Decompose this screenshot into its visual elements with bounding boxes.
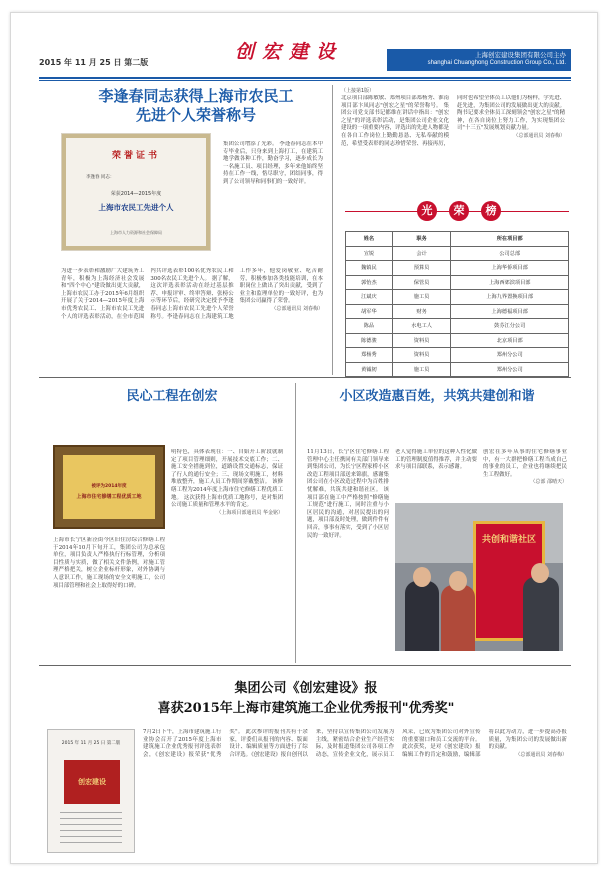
newspaper-page — [10, 12, 598, 864]
cell-name: 郭怡杰 — [346, 275, 393, 290]
cover-masthead: 创宏建设 — [64, 760, 120, 804]
cover-text-line — [60, 830, 122, 831]
table-row — [346, 319, 569, 334]
newspaper-logo: 创宏建设 — [235, 41, 344, 63]
article2-column2 — [171, 449, 283, 657]
certificate-name: 李逢春 同志： — [86, 175, 115, 180]
person-figure — [523, 577, 559, 651]
cell-name: 陈德骏 — [346, 333, 393, 348]
article3-column2: 老人觉得施工单位的这种人性化做工的管理制度值得推荐，并主动要求与项目部联系，表示感谢。 — [395, 449, 477, 471]
quality-plaque-image — [53, 445, 165, 529]
article2-column2-text: 明特色，具体表现在：一、自始开工阶段就制定了项目管理细则，开展技术交底工作；二、施工安全措施到位，道路设置交通标志，保证了行人的通行安全；三、现场文明施工，材料堆放整齐，施工人员工作期间穿戴整洁。 该修缮工程为2014年度上海市住宅修缮工程优质工地。 这次获得上海市优质工地称号，是对集团公司施工质量和管理水平的肯定。 — [171, 449, 283, 509]
certificate-period: 荣获2014—2015年度 — [110, 191, 162, 197]
cell-position: 财务 — [392, 304, 451, 319]
article3-column1: 11月13日，长宁区住宅修缮工程管理中心主任携同有关部门领导来到集团公司，为长宁区程家桥小区改造工程项目部送来锦旗，感谢集团公司在小区改造过程中为百姓排忧解难，共筑共建和谐社区。 该项目部在施工中严格按照"修缮施工规范"进行施工，同时注重与小区居民的沟通，对居民提出的问题，项目部及时处理，做到件件有回音，事事有落实，受到了小区居民的一致好评。 — [307, 449, 389, 539]
newspaper-cover-image — [47, 729, 135, 853]
cell-position: 施工员 — [392, 290, 451, 305]
article3-column3 — [483, 449, 567, 495]
article1-body — [61, 268, 323, 364]
cell-position: 保管员 — [392, 275, 451, 290]
publisher-cn: 上海创宏建设集团有限公司主办 — [475, 51, 566, 59]
column-divider — [295, 383, 296, 663]
cell-project: 郑州分公司 — [451, 362, 569, 377]
cell-position: 施工员 — [392, 362, 451, 377]
cell-project: 上海九界置换项目部 — [451, 290, 569, 305]
table-row — [346, 333, 569, 348]
column-header-name: 姓名 — [346, 232, 393, 247]
article1-side-text: 集团公司增添了光彩。 李逢春同志在本中专毕业后，只身来到上海打工，在建筑工地学做各种工作，勤奋学习，逐步成长为一名施工员、项目经理，多年来他始终坚持在工作一线，恪尽职守，团结同事，得到了公司领导和同事们的一致好评。 — [223, 141, 323, 185]
cover-text-line — [60, 812, 122, 813]
article1-headline — [71, 87, 321, 125]
honor-roll-table — [345, 231, 569, 377]
cover-text-line — [60, 836, 122, 837]
article4-body-text: 7月2日下午，上海市建筑施工行业协会召开了2015年度上海市建筑施工企业优秀报刊评选表彰会，《创宏建设》报荣获"优秀奖"。 此次参评的报刊共有十余家，评委们从报刊的内容、版面设计、编辑质量等方面进行了综合评选。《创宏建设》报自创刊以来，坚持以宣传集团公司发展为主线，紧密结合企业生产经营实际，及时报道集团公司各项工作动态，宣传企业文化，展示员工风采，已成为集团公司对外宣传的重要窗口和员工交流的平台。 此次获奖，是对《创宏建设》报编辑工作的肯定和鼓励，编辑部将以此为动力，进一步提高办报质量，为集团公司的发展做出新的贡献。 — [143, 729, 567, 758]
masthead — [39, 31, 571, 77]
publisher-box — [387, 49, 571, 71]
cell-name: 胡军华 — [346, 304, 393, 319]
article1-byline: （总部通讯员 刘春梅） — [271, 305, 323, 312]
cell-name: 陈品 — [346, 319, 393, 334]
article2-headline: 民心工程在创宏 — [126, 389, 218, 404]
right-column-body — [341, 95, 565, 183]
column-header-position: 职务 — [392, 232, 451, 247]
article1-body-text: 为进一步表彰和激励广大建筑务工青年，积极为上海经济社会发展和"四个中心"建设做出更大贡献，上海市农民工办于2015年6月组织开展了关于2014—2015年度上海市优秀农民工、上海市农民工先进个人的评选表彰活动，在全市范围内共评选表彰100名优秀农民工和300名农民工先进个人。 据了解，这次评选表彰活动在经过基层推荐、申报评审、终审答辩、张榜公示等环节后，经研究决定授予李逢春同志上海市农民工先进个人荣誉称号。李逢春同志在上海建筑工地工作多年，他爱岗敬业、吃苦耐劳，积极参加各类技能培训，在本职岗位上做出了突出贡献，受到了业主和监理单位的一致好评，也为集团公司赢得了荣誉。 — [61, 268, 323, 320]
table-row — [346, 275, 569, 290]
certificate-award: 上海市农民工先进个人 — [98, 203, 174, 212]
right-column-body-text: 北京项目部陈敏敏、郑州项目部郑杨秀、淮南项目部卞凤同志"创宏之星"的荣誉称号。 集团公司党支部书记都维在讲话中指出："创宏之星"的评选表彰活动，是集团公司企业文化建设的一项重要内容，评选出的先进人物都是在各自工作岗位上勤勤恳恳、无私奉献的模范，希望受表彰的同志珍惜荣誉、再接再厉，同时也希望全体员工以他们为榜样，学先进、赶先进，为集团公司的发展做出更大的贡献。 陶书记要求全体员工深刻领会"创宏之星"的精神，在各自岗位上努力工作，为实现集团公司"十三五"发展规划贡献力量。 — [341, 95, 565, 147]
honor-certificate-image — [61, 133, 211, 251]
article4-headline-line2: 喜获2015年上海市建筑施工企业优秀报刊"优秀奖" — [157, 701, 455, 716]
honor-seal-1: 光 — [417, 201, 437, 221]
person-head — [449, 571, 467, 591]
article4-byline: （总部通讯员 刘春梅） — [515, 751, 567, 758]
table-row — [346, 261, 569, 276]
person-head — [413, 567, 431, 587]
certificate-issuer: 上海市人力资源和社会保障局 — [110, 230, 162, 235]
table-row — [346, 304, 569, 319]
banner-presentation-photo — [395, 503, 563, 651]
section-divider — [39, 377, 571, 378]
column-header-project: 所在项目部 — [451, 232, 569, 247]
certificate-heading: 荣誉证书 — [111, 151, 160, 161]
continued-tag: （上接第1版） — [341, 88, 375, 94]
plaque-line2: 上海市住宅修缮工程优质工地 — [76, 494, 142, 500]
cover-text-line — [60, 818, 122, 819]
cell-name: 黄铖韧 — [346, 362, 393, 377]
cell-position: 资料员 — [392, 333, 451, 348]
cell-project: 鼓芬江分公司 — [451, 319, 569, 334]
section-divider — [39, 665, 571, 666]
article1-headline-line2: 先进个人荣誉称号 — [135, 106, 256, 124]
cell-position: 资料员 — [392, 348, 451, 363]
cell-project: 郑州分公司 — [451, 348, 569, 363]
right-column-byline: （总部通讯员 刘春梅） — [513, 132, 565, 139]
table-row — [346, 348, 569, 363]
honor-seal-3: 榜 — [481, 201, 501, 221]
cell-project: 上海华侨项目部 — [451, 261, 569, 276]
header-rule — [39, 77, 571, 79]
cover-text-line — [60, 824, 122, 825]
article1-headline-line1: 李逢春同志获得上海市农民工 — [98, 87, 294, 105]
plaque-face — [63, 455, 155, 519]
banner-text: 共创和谐社区 — [481, 535, 536, 545]
cell-name: 郑杨秀 — [346, 348, 393, 363]
article4-body — [143, 729, 567, 853]
article2-column1: 上海市长宁区新泾街今区旧住房综合修缮工程于2014年10月下旬开工，集团公司为总承包单位，项目负责人严格执行行标管理，分析项目性质与实质，做了相关文件条例，对施工管理严格把关，树立企业标杆形象，对外协调与人意识工作，施工现场的安全文明施工，公司项目部管理和社会上取得好的口碑。 — [53, 537, 165, 589]
cell-position: 水电工人 — [392, 319, 451, 334]
cell-position: 会计 — [392, 246, 451, 261]
honor-seal-2: 荣 — [449, 201, 469, 221]
honor-roll-heading — [417, 201, 501, 223]
person-figure — [405, 581, 439, 651]
table-row — [346, 290, 569, 305]
table-row — [346, 362, 569, 377]
article3-byline: （总部 邵晴天） — [530, 479, 567, 486]
article3-column3-text: 创宏在多年从事的住宅修缮事业中，有一大群把修缮工程当成自己的事业的员工，企业也将继续把民生工程做好。 — [483, 449, 567, 478]
table-header-row — [346, 232, 569, 247]
cell-position: 预算员 — [392, 261, 451, 276]
cover-text-line — [60, 842, 122, 843]
article2-byline: （上海项目部通讯员 华金铭） — [216, 509, 283, 516]
cell-name: 江斌庆 — [346, 290, 393, 305]
cell-name: 宣锐 — [346, 246, 393, 261]
table-row — [346, 246, 569, 261]
plaque-line1: 被评为2014年度 — [91, 484, 127, 489]
header-rule-thin — [39, 80, 571, 81]
column-divider — [332, 85, 333, 375]
cell-name: 魏镇民 — [346, 261, 393, 276]
article4-headline-line1: 集团公司《创宏建设》报 — [234, 681, 378, 696]
issue-date: 2015 年 11 月 25 日 第二版 — [39, 58, 149, 67]
cell-project: 上海西郊滨项目部 — [451, 275, 569, 290]
cover-date: 2015 年 11 月 25 日 第二版 — [61, 741, 121, 746]
article3-headline: 小区改造惠百姓，共筑共建创和谐 — [339, 389, 535, 404]
cell-project: 北京项目部 — [451, 333, 569, 348]
person-head — [531, 563, 549, 583]
cell-project: 公司总部 — [451, 246, 569, 261]
person-figure — [441, 585, 475, 651]
cell-project: 上海德福项目部 — [451, 304, 569, 319]
publisher-en: shanghai Chuanghong Construction Group Co., Ltd. — [427, 60, 566, 66]
